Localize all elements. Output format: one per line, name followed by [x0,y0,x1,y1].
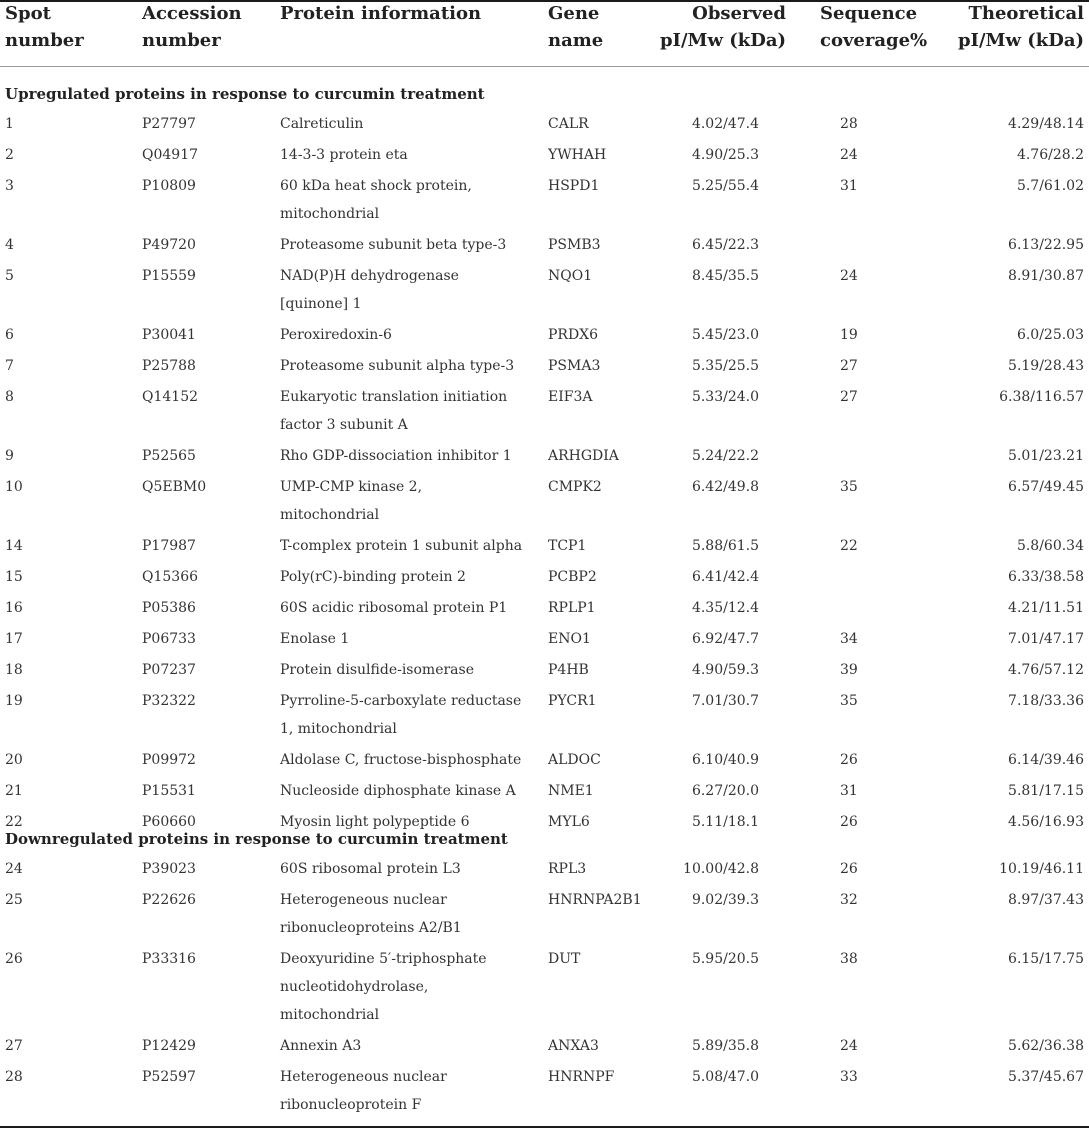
accession-number-cell: P25788 [142,358,196,374]
header-rule [0,66,1089,67]
sequence-coverage-cell: 32 [840,892,858,908]
protein-information-cell [280,594,530,622]
protein-information-line: 60S ribosomal protein L3 [280,861,461,877]
accession-number-cell: P33316 [142,951,196,967]
gene-name-cell: EIF3A [548,389,593,405]
protein-information-cell [280,563,530,591]
accession-number-cell: P32322 [142,693,196,709]
protein-information-line: 60S acidic ribosomal protein P1 [280,600,508,616]
protein-information-line: Enolase 1 [280,631,350,647]
protein-information-line: NAD(P)H dehydrogenase [280,268,459,284]
spot-number-cell: 22 [5,814,23,830]
accession-number-cell: Q04917 [142,147,199,163]
protein-information-line: 1, mitochondrial [280,721,397,737]
observed-pi-mw-cell: 4.90/25.3 [691,147,759,163]
theoretical-pi-mw-cell: 5.37/45.67 [1008,1069,1084,1085]
gene-name-cell: PSMA3 [548,358,601,374]
spot-number-cell: 21 [5,783,23,799]
protein-information-line: Eukaryotic translation initiation [280,389,508,405]
observed-pi-mw-cell: 10.00/42.8 [683,861,759,877]
protein-information-cell [280,442,530,470]
spot-number-cell: 9 [5,448,14,464]
header-line: Protein information [280,3,482,24]
accession-number-cell: P15559 [142,268,196,284]
sequence-coverage-cell: 22 [840,538,858,554]
spot-number-cell: 4 [5,237,14,253]
spot-number-cell: 2 [5,147,14,163]
sequence-coverage-cell: 24 [840,147,858,163]
protein-information-line: T-complex protein 1 subunit alpha [280,538,523,554]
accession-number-cell: P10809 [142,178,196,194]
theoretical-pi-mw-cell: 5.01/23.21 [1008,448,1084,464]
sequence-coverage-cell: 27 [840,389,858,405]
protein-information-line: nucleotidohydrolase, [280,979,429,995]
spot-number-cell: 7 [5,358,14,374]
spot-number-cell: 3 [5,178,14,194]
sequence-coverage-cell: 27 [840,358,858,374]
accession-number-cell: P12429 [142,1038,196,1054]
spot-number-cell: 8 [5,389,14,405]
theoretical-pi-mw-cell: 6.14/39.46 [1008,752,1084,768]
protein-information-line: [quinone] 1 [280,296,362,312]
theoretical-pi-mw-cell: 5.81/17.15 [1008,783,1084,799]
spot-number-cell: 15 [5,569,23,585]
accession-number-cell: P22626 [142,892,196,908]
protein-information-line: Pyrroline-5-carboxylate reductase [280,693,522,709]
sequence-coverage-cell: 34 [840,631,858,647]
accession-number-cell: Q15366 [142,569,199,585]
protein-information-cell [280,687,530,743]
accession-number-cell: P52565 [142,448,196,464]
theoretical-pi-mw-cell: 8.91/30.87 [1008,268,1084,284]
header-line: Gene [548,3,600,24]
theoretical-pi-mw-cell: 7.18/33.36 [1008,693,1084,709]
spot-number-cell: 19 [5,693,23,709]
header-observed [660,0,786,54]
gene-name-cell: DUT [548,951,581,967]
observed-pi-mw-cell: 5.95/20.5 [691,951,759,967]
gene-name-cell: ARHGDIA [548,448,619,464]
protein-information-line: Heterogeneous nuclear [280,1069,447,1085]
gene-name-cell: ENO1 [548,631,591,647]
observed-pi-mw-cell: 6.92/47.7 [691,631,759,647]
gene-name-cell: HNRNPF [548,1069,615,1085]
accession-number-cell: P06733 [142,631,196,647]
observed-pi-mw-cell: 5.88/61.5 [691,538,759,554]
spot-number-cell: 25 [5,892,23,908]
protein-information-cell [280,473,530,529]
sequence-coverage-cell: 35 [840,479,858,495]
protein-information-line: Calreticulin [280,116,364,132]
header-line: Observed [692,3,786,24]
spot-number-cell: 24 [5,861,23,877]
theoretical-pi-mw-cell: 5.19/28.43 [1008,358,1084,374]
protein-information-line: Deoxyuridine 5′-triphosphate [280,951,487,967]
protein-information-cell [280,172,530,228]
protein-information-cell [280,262,530,318]
gene-name-cell: PRDX6 [548,327,599,343]
protein-information-line: Poly(rC)-binding protein 2 [280,569,466,585]
protein-information-cell [280,625,530,653]
sequence-coverage-cell: 26 [840,861,858,877]
theoretical-pi-mw-cell: 8.97/37.43 [1008,892,1084,908]
protein-information-cell [280,855,530,883]
accession-number-cell: P09972 [142,752,196,768]
accession-number-cell: P39023 [142,861,196,877]
observed-pi-mw-cell: 7.01/30.7 [691,693,759,709]
gene-name-cell: NQO1 [548,268,593,284]
observed-pi-mw-cell: 5.45/23.0 [691,327,759,343]
protein-information-line: mitochondrial [280,507,380,523]
gene-name-cell: CALR [548,116,589,132]
theoretical-pi-mw-cell: 4.76/28.2 [1016,147,1084,163]
theoretical-pi-mw-cell: 6.38/116.57 [999,389,1084,405]
protein-information-line: Rho GDP-dissociation inhibitor 1 [280,448,512,464]
header-line: number [5,30,84,51]
observed-pi-mw-cell: 4.90/59.3 [691,662,759,678]
protein-information-line: Annexin A3 [280,1038,362,1054]
theoretical-pi-mw-cell: 10.19/46.11 [999,861,1084,877]
observed-pi-mw-cell: 5.08/47.0 [691,1069,759,1085]
gene-name-cell: TCP1 [548,538,587,554]
protein-information-cell [280,777,530,805]
gene-name-cell: ANXA3 [548,1038,599,1054]
protein-information-cell [280,321,530,349]
accession-number-cell: P05386 [142,600,196,616]
gene-name-cell: CMPK2 [548,479,602,495]
spot-number-cell: 5 [5,268,14,284]
sequence-coverage-cell: 31 [840,783,858,799]
accession-number-cell: Q5EBM0 [142,479,207,495]
protein-information-cell [280,141,530,169]
sequence-coverage-cell: 26 [840,752,858,768]
gene-name-cell: PYCR1 [548,693,597,709]
header-gene-name [548,0,603,54]
protein-information-line: Proteasome subunit alpha type-3 [280,358,515,374]
spot-number-cell: 18 [5,662,23,678]
observed-pi-mw-cell: 4.35/12.4 [691,600,759,616]
accession-number-cell: P52597 [142,1069,196,1085]
theoretical-pi-mw-cell: 4.56/16.93 [1008,814,1084,830]
protein-information-cell [280,886,530,942]
spot-number-cell: 28 [5,1069,23,1085]
section-title: Downregulated proteins in response to curcumin treatment [5,830,508,848]
theoretical-pi-mw-cell: 5.62/36.38 [1008,1038,1084,1054]
theoretical-pi-mw-cell: 5.8/60.34 [1016,538,1084,554]
protein-information-line: Nucleoside diphosphate kinase A [280,783,516,799]
protein-information-line: Myosin light polypeptide 6 [280,814,470,830]
gene-name-cell: ALDOC [548,752,601,768]
protein-information-line: mitochondrial [280,1007,380,1023]
spot-number-cell: 14 [5,538,23,554]
gene-name-cell: HSPD1 [548,178,600,194]
gene-name-cell: PSMB3 [548,237,601,253]
spot-number-cell: 16 [5,600,23,616]
sequence-coverage-cell: 38 [840,951,858,967]
spot-number-cell: 26 [5,951,23,967]
theoretical-pi-mw-cell: 4.21/11.51 [1008,600,1084,616]
header-line: Sequence [820,3,918,24]
protein-information-line: 60 kDa heat shock protein, [280,178,472,194]
header-line: Theoretical [968,3,1084,24]
header-line: pI/Mw (kDa) [957,30,1084,51]
spot-number-cell: 10 [5,479,23,495]
header-theoretical [958,0,1084,54]
sequence-coverage-cell: 24 [840,1038,858,1054]
protein-information-cell [280,532,530,560]
gene-name-cell: HNRNPA2B1 [548,892,642,908]
protein-information-line: Aldolase C, fructose-bisphosphate [280,752,522,768]
observed-pi-mw-cell: 6.45/22.3 [691,237,759,253]
theoretical-pi-mw-cell: 6.33/38.58 [1008,569,1084,585]
header-sequence-coverage [820,0,927,54]
accession-number-cell: P60660 [142,814,196,830]
protein-information-cell [280,945,530,1029]
observed-pi-mw-cell: 5.35/25.5 [691,358,759,374]
accession-number-cell: P49720 [142,237,196,253]
observed-pi-mw-cell: 5.33/24.0 [691,389,759,405]
protein-information-line: ribonucleoproteins A2/B1 [280,920,462,936]
sequence-coverage-cell: 31 [840,178,858,194]
observed-pi-mw-cell: 5.25/55.4 [691,178,759,194]
accession-number-cell: P27797 [142,116,196,132]
observed-pi-mw-cell: 5.89/35.8 [691,1038,759,1054]
protein-information-line: UMP-CMP kinase 2, [280,479,423,495]
protein-information-cell [280,110,530,138]
spot-number-cell: 20 [5,752,23,768]
observed-pi-mw-cell: 6.27/20.0 [691,783,759,799]
header-line: Spot [5,3,51,24]
spot-number-cell: 17 [5,631,23,647]
theoretical-pi-mw-cell: 6.57/49.45 [1008,479,1084,495]
header-accession-number [142,0,242,54]
header-protein-information [280,0,481,27]
theoretical-pi-mw-cell: 6.15/17.75 [1008,951,1084,967]
protein-information-line: Protein disulfide-isomerase [280,662,474,678]
protein-information-line: 14-3-3 protein eta [280,147,408,163]
protein-information-line: mitochondrial [280,206,380,222]
header-line: Accession [142,3,242,24]
header-line: number [142,30,221,51]
theoretical-pi-mw-cell: 4.76/57.12 [1008,662,1084,678]
theoretical-pi-mw-cell: 6.13/22.95 [1008,237,1084,253]
observed-pi-mw-cell: 8.45/35.5 [691,268,759,284]
protein-information-cell [280,656,530,684]
theoretical-pi-mw-cell: 4.29/48.14 [1008,116,1084,132]
spot-number-cell: 27 [5,1038,23,1054]
accession-number-cell: Q14152 [142,389,199,405]
sequence-coverage-cell: 28 [840,116,858,132]
header-spot-number [5,0,84,54]
sequence-coverage-cell: 35 [840,693,858,709]
observed-pi-mw-cell: 5.11/18.1 [691,814,759,830]
protein-information-cell [280,746,530,774]
sequence-coverage-cell: 24 [840,268,858,284]
accession-number-cell: P15531 [142,783,196,799]
observed-pi-mw-cell: 5.24/22.2 [691,448,759,464]
observed-pi-mw-cell: 6.42/49.8 [691,479,759,495]
observed-pi-mw-cell: 9.02/39.3 [691,892,759,908]
sequence-coverage-cell: 33 [840,1069,858,1085]
gene-name-cell: PCBP2 [548,569,597,585]
header-line: name [548,30,604,51]
sequence-coverage-cell: 39 [840,662,858,678]
gene-name-cell: YWHAH [548,147,607,163]
protein-information-cell [280,352,530,380]
gene-name-cell: MYL6 [548,814,590,830]
protein-information-cell [280,1063,530,1119]
accession-number-cell: P17987 [142,538,196,554]
protein-information-cell [280,383,530,439]
spot-number-cell: 6 [5,327,14,343]
protein-information-cell [280,231,530,259]
gene-name-cell: P4HB [548,662,589,678]
gene-name-cell: NME1 [548,783,594,799]
protein-information-line: Proteasome subunit beta type-3 [280,237,507,253]
observed-pi-mw-cell: 6.10/40.9 [691,752,759,768]
accession-number-cell: P30041 [142,327,196,343]
protein-information-line: Heterogeneous nuclear [280,892,447,908]
sequence-coverage-cell: 19 [840,327,858,343]
theoretical-pi-mw-cell: 5.7/61.02 [1016,178,1084,194]
observed-pi-mw-cell: 6.41/42.4 [691,569,759,585]
protein-information-line: Peroxiredoxin-6 [280,327,392,343]
gene-name-cell: RPL3 [548,861,587,877]
observed-pi-mw-cell: 4.02/47.4 [691,116,759,132]
section-title: Upregulated proteins in response to curcumin treatment [5,85,485,103]
spot-number-cell: 1 [5,116,14,132]
accession-number-cell: P07237 [142,662,196,678]
protein-information-line: factor 3 subunit A [280,417,408,433]
header-line: pI/Mw (kDa) [659,30,786,51]
theoretical-pi-mw-cell: 7.01/47.17 [1008,631,1084,647]
protein-information-cell [280,1032,530,1060]
table-bottom-rule [0,1126,1089,1128]
gene-name-cell: RPLP1 [548,600,596,616]
theoretical-pi-mw-cell: 6.0/25.03 [1016,327,1084,343]
header-line: coverage% [820,30,928,51]
sequence-coverage-cell: 26 [840,814,858,830]
protein-information-line: ribonucleoprotein F [280,1097,422,1113]
